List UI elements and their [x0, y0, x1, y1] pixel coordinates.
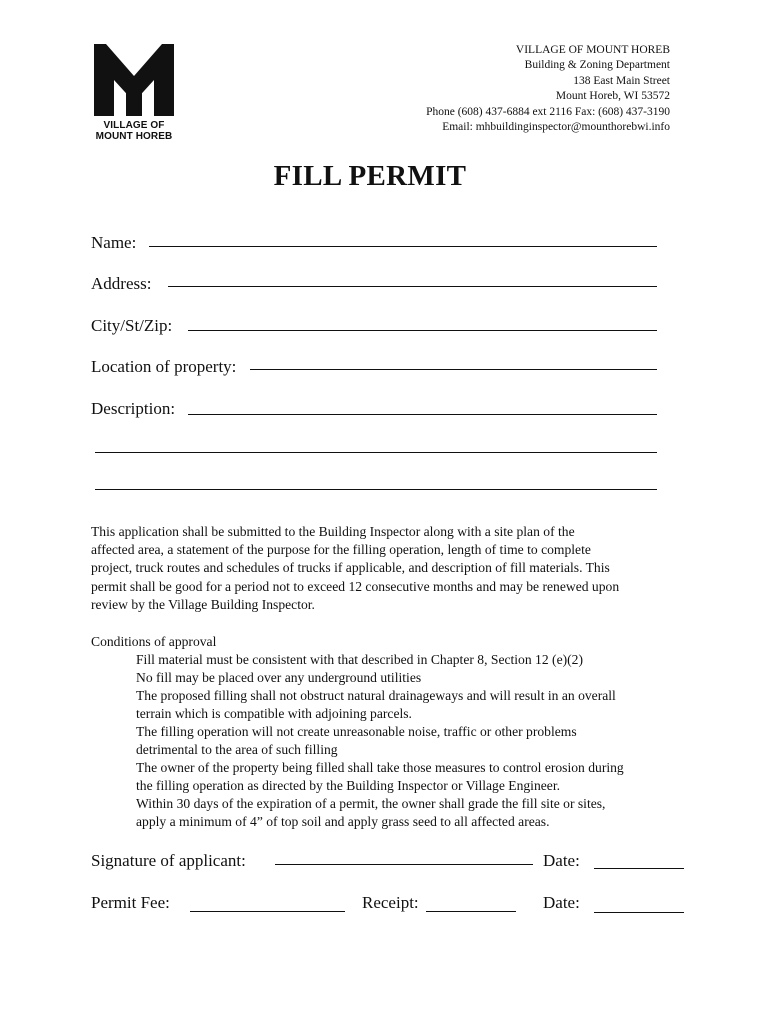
condition-line: the filling operation as directed by the Building Inspector or Village Engineer. — [136, 778, 561, 793]
signature-field[interactable] — [275, 864, 533, 865]
condition-line: terrain which is compatible with adjoining parcels. — [136, 706, 412, 721]
conditions-heading: Conditions of approval — [91, 634, 217, 649]
date-label-1: Date: — [543, 851, 580, 870]
signature-label: Signature of applicant: — [91, 851, 246, 870]
description-field[interactable] — [188, 414, 657, 415]
address-label: Address: — [91, 274, 152, 293]
condition-line: No fill may be placed over any underground utilities — [136, 670, 422, 685]
conditions-list — [136, 651, 696, 831]
header-line: Phone (608) 437-6884 ext 2116 Fax: (608) 437-3190 — [426, 105, 670, 118]
permit-fee-label: Permit Fee: — [91, 893, 170, 912]
description-label: Description: — [91, 399, 176, 418]
date-field-2[interactable] — [594, 912, 684, 913]
header-line: Building & Zoning Department — [524, 59, 670, 72]
permit-fee-field[interactable] — [190, 911, 345, 912]
address-field[interactable] — [168, 286, 657, 287]
department-address — [426, 43, 670, 135]
description-field-line2[interactable] — [95, 452, 657, 453]
date-field-1[interactable] — [594, 868, 684, 869]
location-label: Location of property: — [91, 357, 237, 376]
condition-line: Within 30 days of the expiration of a permit, the owner shall grade the fill site or sites, — [136, 796, 606, 811]
header-line: 138 East Main Street — [573, 74, 670, 87]
page-title: FILL PERMIT — [273, 160, 467, 192]
condition-line: Fill material must be consistent with that described in Chapter 8, Section 12 (e)(2) — [136, 652, 583, 667]
paragraph-line: review by the Village Building Inspector. — [91, 596, 315, 612]
name-field[interactable] — [149, 246, 657, 247]
city-label: City/St/Zip: — [91, 316, 173, 335]
receipt-label: Receipt: — [362, 893, 419, 912]
city-field[interactable] — [188, 330, 657, 331]
description-field-line3[interactable] — [95, 489, 657, 490]
paragraph-line: affected area, a statement of the purpose for the filling operation, length of time to complete — [91, 542, 591, 558]
paragraph-line: permit shall be good for a period not to exceed 12 consecutive months and may be renewed upon — [91, 578, 620, 594]
header-line: VILLAGE OF MOUNT HOREB — [515, 44, 670, 56]
logo-text-line2: MOUNT HOREB — [95, 131, 173, 142]
name-label: Name: — [91, 233, 137, 252]
header-line: Email: mhbuildinginspector@mounthorebwi.info — [442, 121, 670, 134]
condition-line: The filling operation will not create unreasonable noise, traffic or other problems — [136, 724, 577, 739]
receipt-field[interactable] — [426, 911, 516, 912]
instructions-paragraph — [91, 523, 691, 614]
village-logo — [92, 42, 176, 118]
location-field[interactable] — [250, 369, 657, 370]
condition-line: The owner of the property being filled shall take those measures to control erosion during — [136, 760, 624, 775]
header-line: Mount Horeb, WI 53572 — [555, 90, 670, 103]
condition-line: detrimental to the area of such filling — [136, 742, 338, 757]
condition-line: apply a minimum of 4” of top soil and apply grass seed to all affected areas. — [136, 814, 550, 829]
date-label-2: Date: — [543, 893, 580, 912]
paragraph-line: project, truck routes and schedules of trucks if applicable, and description of fill materials. This — [91, 560, 610, 576]
logo-text-line1: VILLAGE OF — [103, 120, 165, 131]
paragraph-line: This application shall be submitted to the Building Inspector along with a site plan of the — [91, 524, 575, 539]
condition-line: The proposed filling shall not obstruct natural drainageways and will result in an overall — [136, 688, 616, 703]
